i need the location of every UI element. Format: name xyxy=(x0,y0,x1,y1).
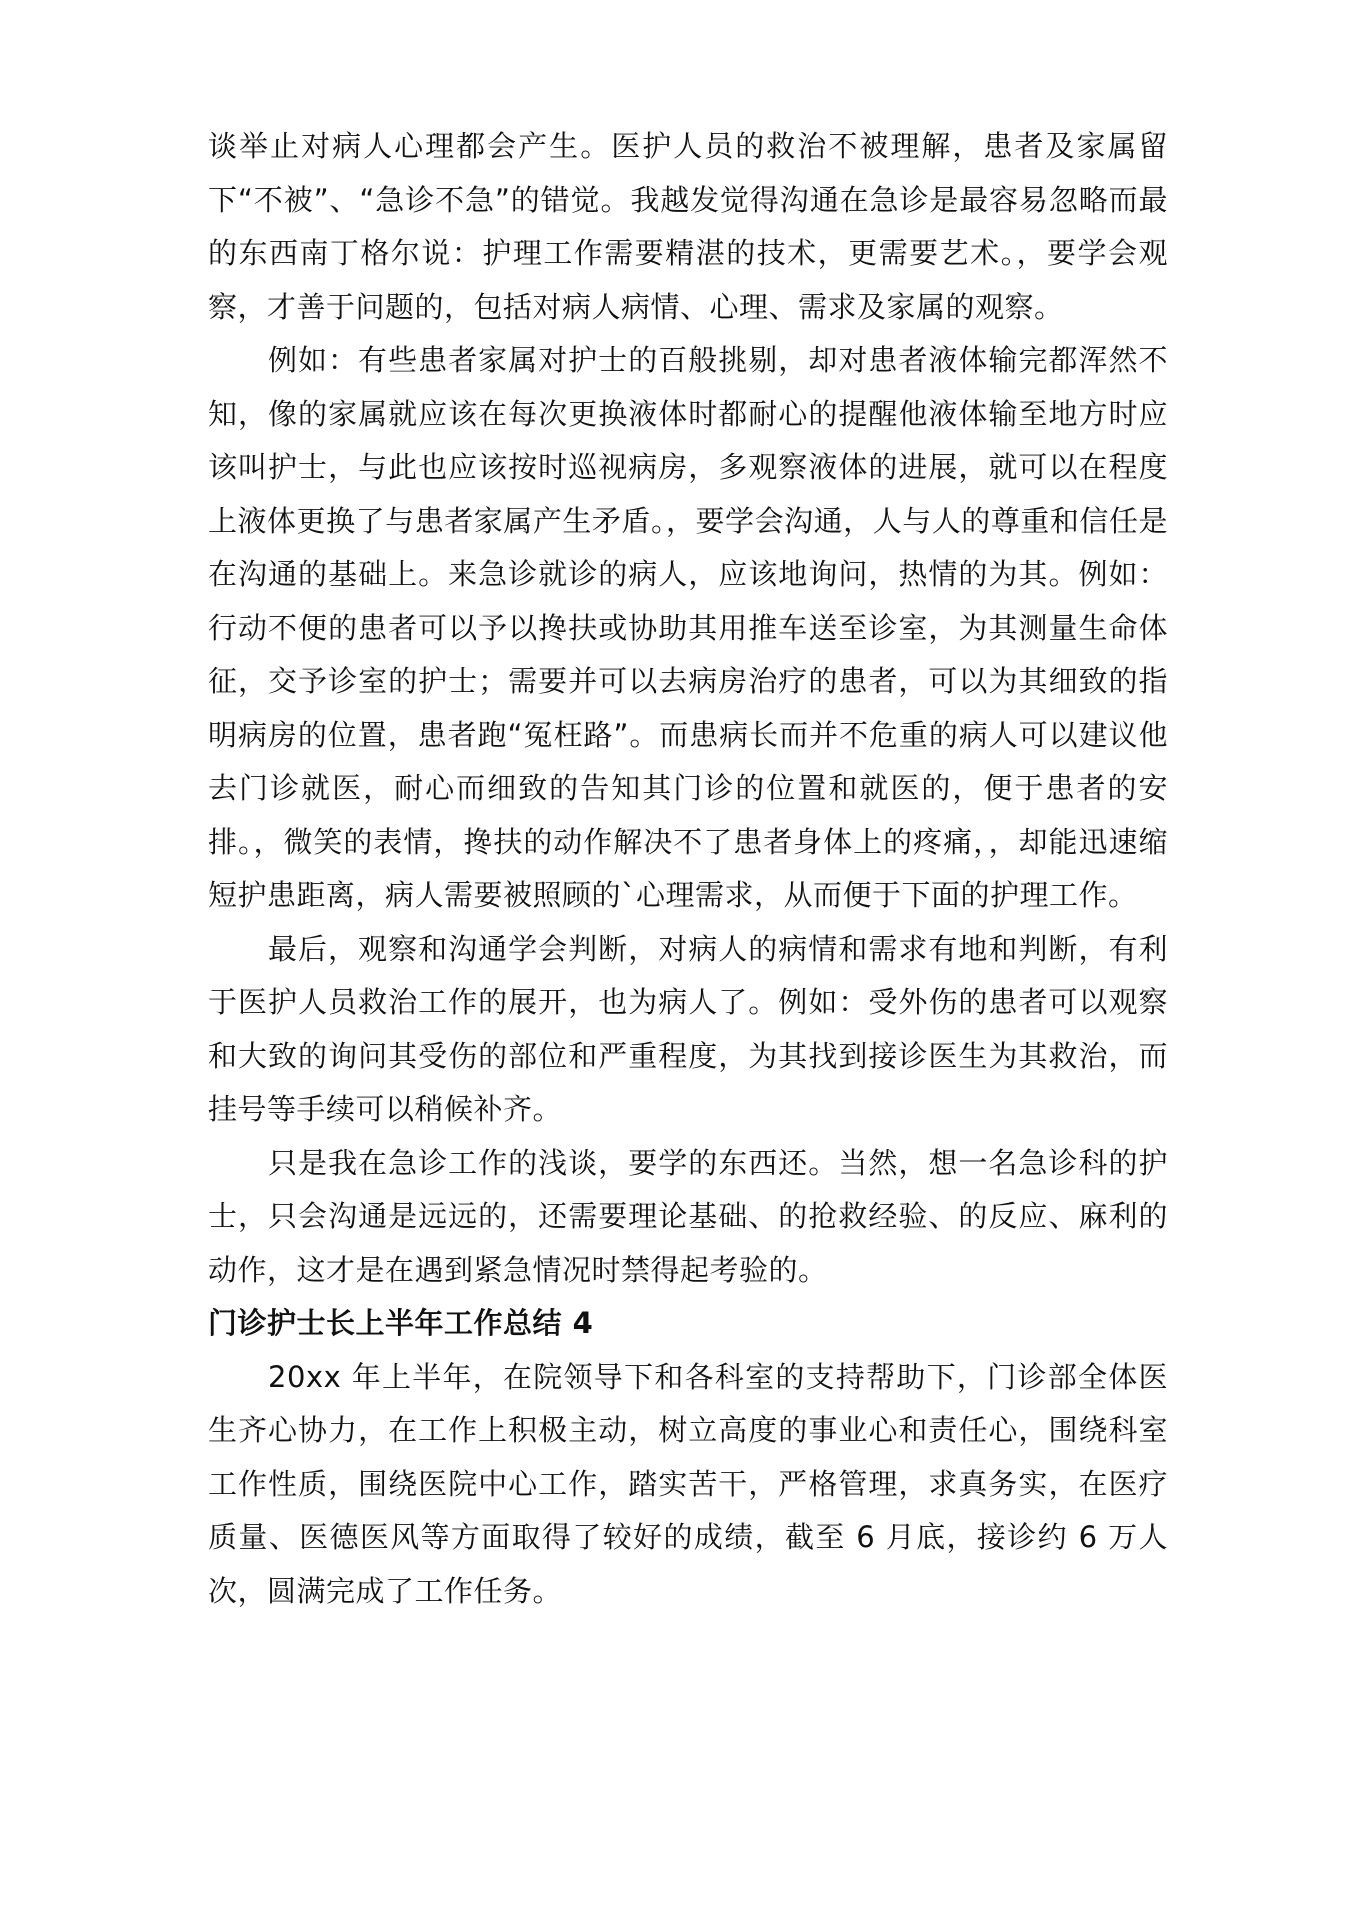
paragraph: 20xx 年上半年，在院领导下和各科室的支持帮助下，门诊部全体医生齐心协力，在工作上积极主动，树立高度的事业心和责任心，围绕科室工作性质，围绕医院中心工作，踏实苦干，严格管理，求真务实，在医疗质量、医德医风等方面取得了较好的成绩，截至 6 月底，接诊约 6 万人次，圆满完成了工作任务。 xyxy=(208,1359,1168,1608)
paragraph: 例如：有些患者家属对护士的百般挑剔，却对患者液体输完都浑然不知，像的家属就应该在每次更换液体时都耐心的提醒他液体输至地方时应该叫护士，与此也应该按时巡视病房，多观察液体的进展，就可以在程度上液体更换了与患者家属产生矛盾。，要学会沟通，人与人的尊重和信任是在沟通的基础上。来急诊就诊的病人，应该地询问，热情的为其。例如：行动不便的患者可以予以搀扶或协助其用推车送至诊室，为其测量生命体征，交予诊室的护士；需要并可以去病房治疗的患者，可以为其细致的指明病房的位置，患者跑“冤枉路”。而患病长而并不危重的病人可以建议他去门诊就医，耐心而细致的告知其门诊的位置和就医的，便于患者的安排。，微笑的表情，搀扶的动作解决不了患者身体上的疼痛，，却能迅速缩短护患距离，病人需要被照顾的`心理需求，从而便于下面的护理工作。 xyxy=(208,343,1168,912)
paragraph: 最后，观察和沟通学会判断，对病人的病情和需求有地和判断，有利于医护人员救治工作的展开，也为病人了。例如：受外伤的患者可以观察和大致的询问其受伤的部位和严重程度，为其找到接诊医生为其救治，而挂号等手续可以稍候补齐。 xyxy=(208,931,1168,1126)
section-heading: 门诊护士长上半年工作总结 4 xyxy=(208,1306,594,1340)
paragraph: 只是我在急诊工作的浅谈，要学的东西还。当然，想一名急诊科的护士，只会沟通是远远的，还需要理论基础、的抢救经验、的反应、麻利的动作，这才是在遇到紧急情况时禁得起考验的。 xyxy=(208,1145,1168,1287)
paragraph: 谈举止对病人心理都会产生。医护人员的救治不被理解，患者及家属留下“不被”、“急诊不急”的错觉。我越发觉得沟通在急诊是最容易忽略而最的东西南丁格尔说：护理工作需要精湛的技术，更需要艺术。，要学会观察，才善于问题的，包括对病人病情、心理、需求及家属的观察。 xyxy=(208,129,1168,324)
document-page xyxy=(208,120,1168,1618)
